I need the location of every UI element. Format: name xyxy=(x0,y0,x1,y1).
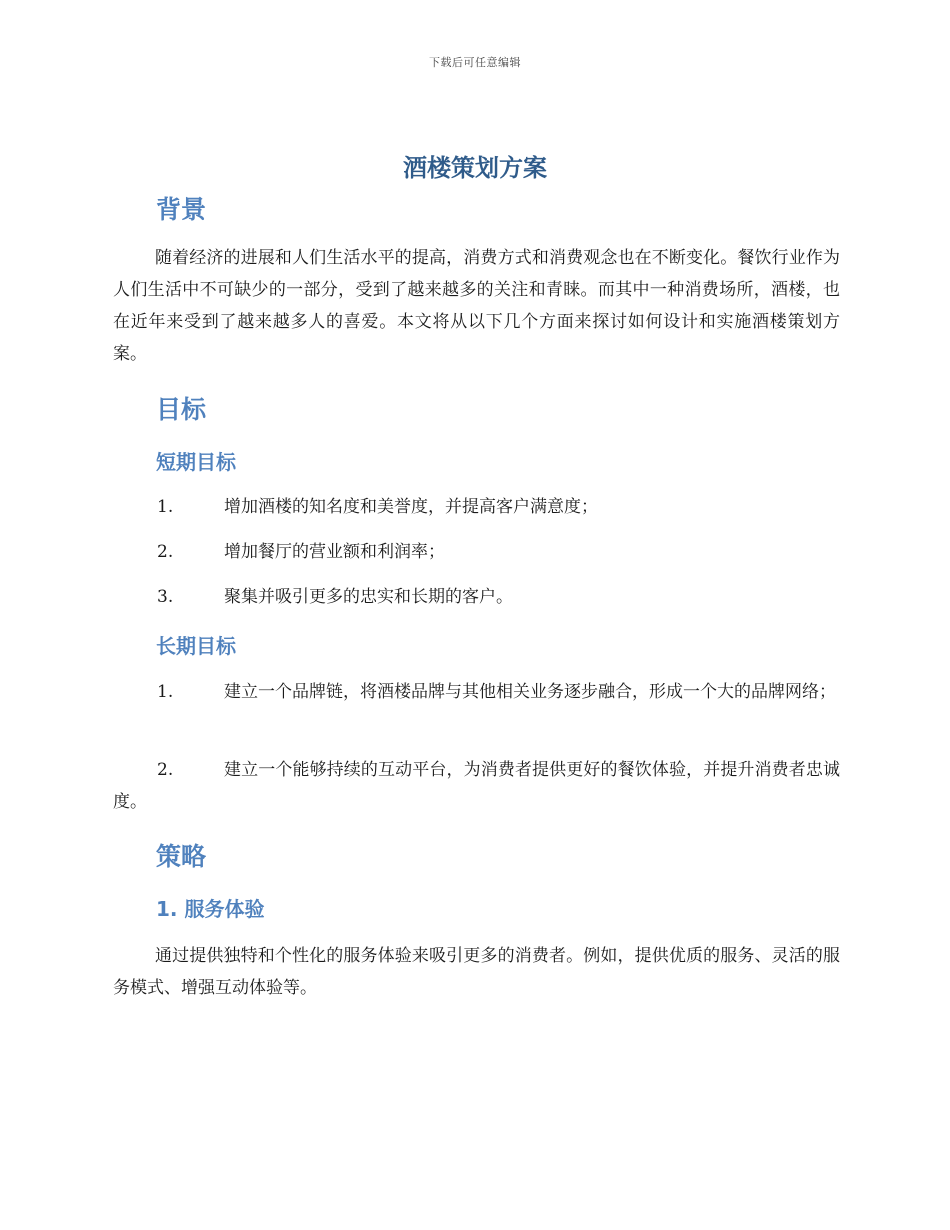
long-term-goal-item xyxy=(113,754,840,818)
list-text: 增加餐厅的营业额和利润率； xyxy=(224,542,445,562)
list-text: 建立一个能够持续的互动平台，为消费者提供更好的餐饮体验，并提升消费者忠诚度。 xyxy=(113,760,840,812)
heading-short-term-goals: 短期目标 xyxy=(156,450,236,474)
short-term-goal-item xyxy=(113,536,840,568)
list-text: 建立一个品牌链，将酒楼品牌与其他相关业务逐步融合，形成一个大的品牌网络； xyxy=(224,682,836,702)
list-number: 1. xyxy=(157,682,174,702)
list-number: 3. xyxy=(157,587,174,607)
background-paragraph: 随着经济的进展和人们生活水平的提高，消费方式和消费观念也在不断变化。餐饮行业作为人们生活中不可缺少的一部分，受到了越来越多的关注和青睐。而其中一种消费场所，酒楼，也在近年来受到了越来越多人的喜爱。本文将从以下几个方面来探讨如何设计和实施酒楼策划方案。 xyxy=(113,248,840,364)
heading-strategy: 策略 xyxy=(156,842,207,871)
document-title: 酒楼策划方案 xyxy=(403,154,547,182)
long-term-goal-item xyxy=(113,676,840,708)
heading-goals: 目标 xyxy=(156,395,207,424)
heading-background: 背景 xyxy=(156,195,207,224)
list-number: 2. xyxy=(157,542,174,562)
header-note: 下载后可任意编辑 xyxy=(429,56,521,69)
short-term-goal-item xyxy=(113,581,840,613)
heading-long-term-goals: 长期目标 xyxy=(156,634,236,658)
list-text: 聚集并吸引更多的忠实和长期的客户。 xyxy=(224,587,513,607)
list-text: 增加酒楼的知名度和美誉度，并提高客户满意度； xyxy=(224,497,598,517)
heading-service-experience: 1. 服务体验 xyxy=(156,897,265,921)
short-term-goal-item xyxy=(113,491,840,523)
list-number: 2. xyxy=(157,760,174,780)
list-number: 1. xyxy=(157,497,174,517)
service-paragraph: 通过提供独特和个性化的服务体验来吸引更多的消费者。例如，提供优质的服务、灵活的服务模式、增强互动体验等。 xyxy=(113,946,840,998)
